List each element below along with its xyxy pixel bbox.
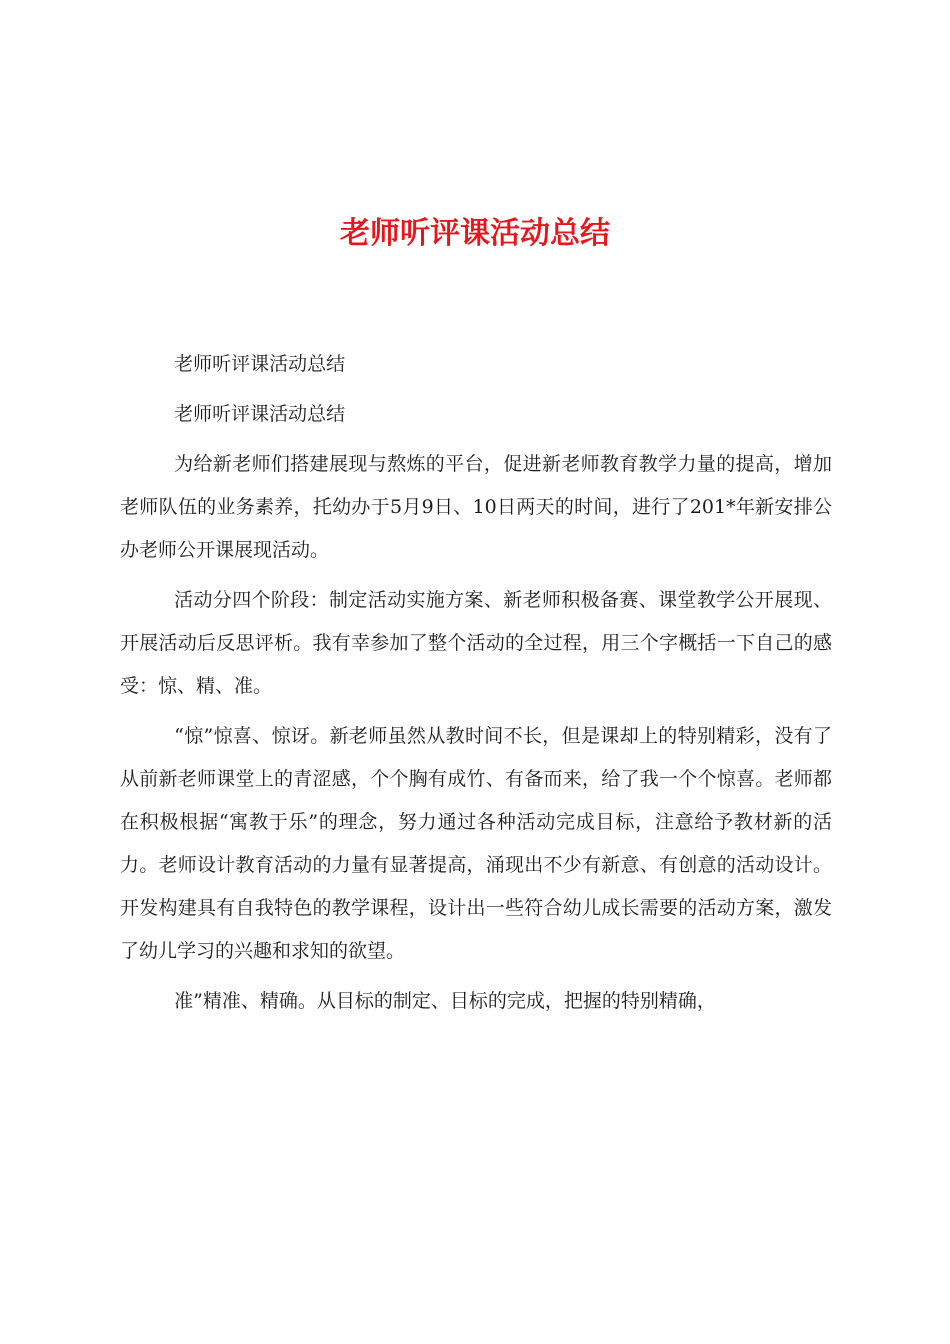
paragraph-subtitle-2: 老师听评课活动总结	[174, 403, 346, 425]
paragraph-subtitle-1: 老师听评课活动总结	[174, 353, 346, 375]
document-title: 老师听评课活动总结	[340, 216, 610, 251]
paragraph-stages: 活动分四个阶段：制定活动实施方案、新老师积极备赛、课堂教学公开展现、开展活动后反思评析。我有幸参加了整个活动的全过程，用三个字概括一下自己的感受：惊、精、准。	[120, 589, 832, 697]
paragraph-surprise: “惊”惊喜、惊讶。新老师虽然从教时间不长，但是课却上的特别精彩，没有了从前新老师课堂上的青涩感，个个胸有成竹、有备而来，给了我一个个惊喜。老师都在积极根据“寓教于乐”的理念，努力通过各种活动完成目标，注意给予教材新的活力。老师设计教育活动的力量有显著提高，涌现出不少有新意、有创意的活动设计。开发构建具有自我特色的教学课程，设计出一些符合幼儿成长需要的活动方案，激发了幼儿学习的兴趣和求知的欲望。	[120, 725, 832, 962]
document-body	[120, 343, 832, 1030]
paragraph-intro: 为给新老师们搭建展现与熬炼的平台，促进新老师教育教学力量的提高，增加老师队伍的业务素养，托幼办于5月9日、10日两天的时间，进行了201*年新安排公办老师公开课展现活动。	[120, 453, 832, 561]
paragraph-precision: 准”精准、精确。从目标的制定、目标的完成，把握的特别精确，	[174, 990, 716, 1012]
